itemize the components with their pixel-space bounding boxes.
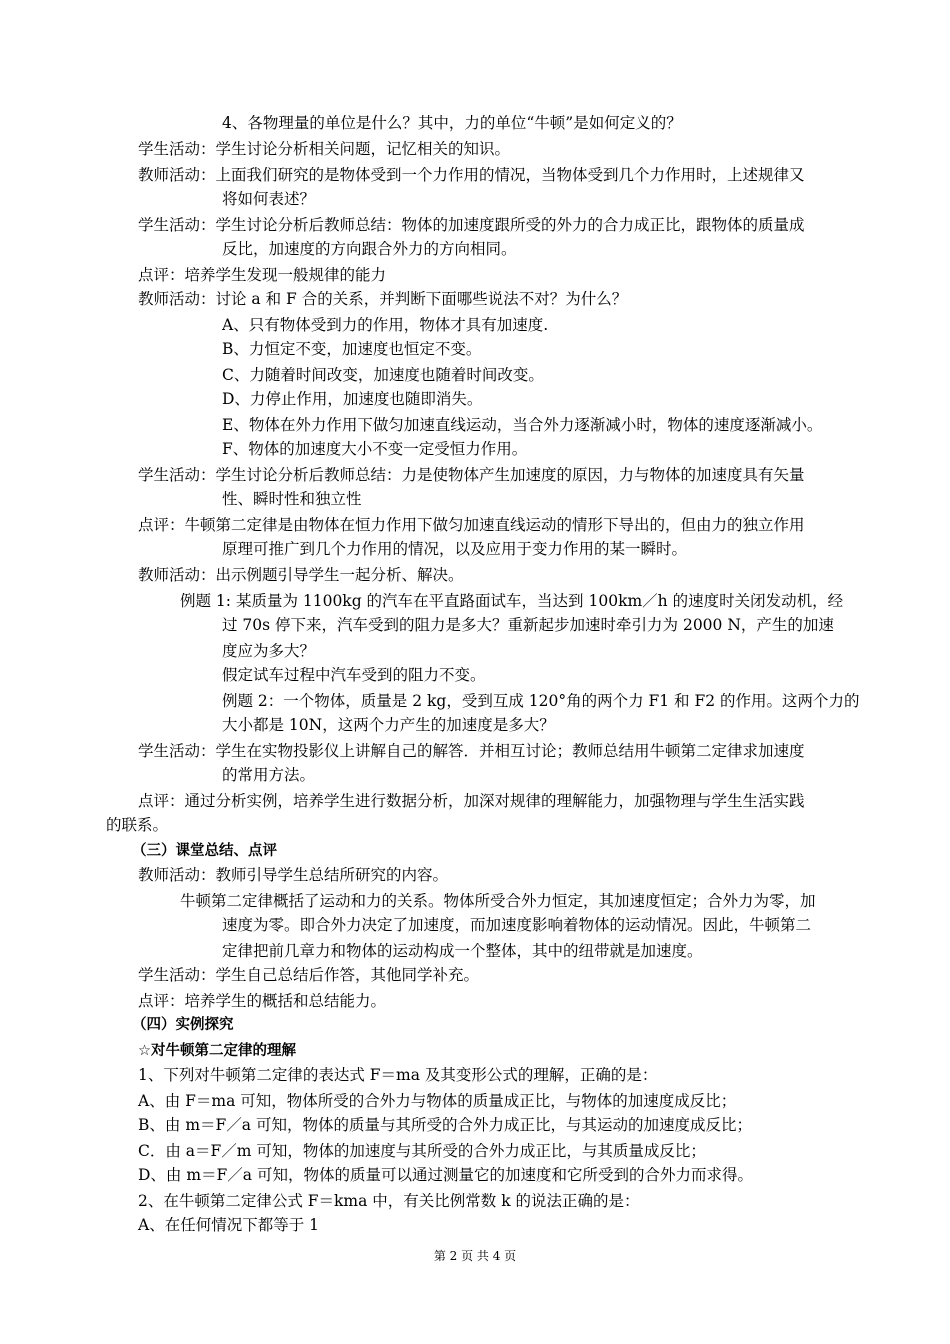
text-line: 度应为多大？ — [222, 642, 316, 660]
text-line: 教师活动：上面我们研究的是物体受到一个力作用的情况，当物体受到几个力作用时，上述规律又 — [138, 166, 805, 184]
text-line: 教师活动：出示例题引导学生一起分析、解决。 — [138, 566, 464, 584]
text-line: 将如何表述？ — [222, 190, 316, 208]
text-line: F、物体的加速度大小不变一定受恒力作用。 — [222, 440, 528, 458]
text-line: 例题 1: 某质量为 1100kg 的汽车在平直路面试车，当达到 100km／h 的速度时关闭发动机，经 — [180, 592, 844, 610]
text-line: 教师活动：讨论 a 和 F 合的关系，并判断下面哪些说法不对？为什么？ — [138, 290, 628, 308]
text-line: 点评：培养学生的概括和总结能力。 — [138, 992, 387, 1010]
text-line: 性、瞬时性和独立性 — [222, 490, 362, 508]
text-line: 点评：通过分析实例，培养学生进行数据分析，加深对规律的理解能力，加强物理与学生生活实践 — [138, 792, 805, 810]
text-line: A、在任何情况下都等于 1 — [138, 1216, 319, 1234]
text-line: 点评：牛顿第二定律是由物体在恒力作用下做匀加速直线运动的情形下导出的，但由力的独立作用 — [138, 516, 805, 534]
text-line: 1、下列对牛顿第二定律的表达式 F＝ma 及其变形公式的理解，正确的是： — [138, 1066, 658, 1084]
text-line: D、由 m＝F／a 可知，物体的质量可以通过测量它的加速度和它所受到的合外力而求得。 — [138, 1166, 753, 1184]
text-line: 牛顿第二定律概括了运动和力的关系。物体所受合外力恒定，其加速度恒定；合外力为零，加 — [180, 892, 816, 910]
text-line: 学生活动：学生讨论分析相关问题，记忆相关的知识。 — [138, 140, 511, 158]
text-line: B、力恒定不变，加速度也恒定不变。 — [222, 340, 482, 358]
text-line: 原理可推广到几个力作用的情况，以及应用于变力作用的某一瞬时。 — [222, 540, 688, 558]
text-line: 例题 2：一个物体，质量是 2 kg，受到互成 120°角的两个力 F1 和 F2 的作用。这两个力的 — [222, 692, 860, 710]
text-line: B、由 m＝F／a 可知，物体的质量与其所受的合外力成正比，与其运动的加速度成反比； — [138, 1116, 752, 1134]
text-line: 定律把前几章力和物体的运动构成一个整体，其中的纽带就是加速度。 — [222, 942, 703, 960]
text-line: 教师活动：教师引导学生总结所研究的内容。 — [138, 866, 449, 884]
text-line: E、物体在外力作用下做匀加速直线运动，当合外力逐渐减小时，物体的速度逐渐减小。 — [222, 416, 823, 434]
text-line: 反比，加速度的方向跟合外力的方向相同。 — [222, 240, 517, 258]
text-line: （三）课堂总结、点评 — [132, 843, 277, 859]
text-line: D、力停止作用，加速度也随即消失。 — [222, 390, 483, 408]
text-line: 2、在牛顿第二定律公式 F＝kma 中，有关比例常数 k 的说法正确的是： — [138, 1192, 640, 1210]
text-line: （四）实例探究 — [132, 1017, 234, 1033]
text-line: ☆对牛顿第二定律的理解 — [138, 1043, 296, 1059]
text-line: 的常用方法。 — [222, 766, 316, 784]
text-line: 学生活动：学生在实物投影仪上讲解自己的解答．并相互讨论；教师总结用牛顿第二定律求加速度 — [138, 742, 805, 760]
text-line: 学生活动：学生自己总结后作答，其他同学补充。 — [138, 966, 480, 984]
text-line: 过 70s 停下来，汽车受到的阻力是多大？重新起步加速时牵引力为 2000 N，产生的加速 — [222, 616, 834, 634]
text-line: C．由 a＝F／m 可知，物体的加速度与其所受的合外力成正比，与其质量成反比； — [138, 1142, 706, 1160]
text-line: A、只有物体受到力的作用，物体才具有加速度. — [222, 316, 549, 334]
text-line: 大小都是 10N，这两个力产生的加速度是多大？ — [222, 716, 555, 734]
text-line: 速度为零。即合外力决定了加速度，而加速度影响着物体的运动情况。因此，牛顿第二 — [222, 916, 812, 934]
text-line: 假定试车过程中汽车受到的阻力不变。 — [222, 666, 486, 684]
text-line: 学生活动：学生讨论分析后教师总结：物体的加速度跟所受的外力的合力成正比，跟物体的质量成 — [138, 216, 805, 234]
text-line: C、力随着时间改变，加速度也随着时间改变。 — [222, 366, 544, 384]
text-line: 点评：培养学生发现一般规律的能力 — [138, 266, 387, 284]
text-line: 学生活动：学生讨论分析后教师总结：力是使物体产生加速度的原因，力与物体的加速度具有矢量 — [138, 466, 805, 484]
text-line: 4、各物理量的单位是什么？其中，力的单位“牛顿”是如何定义的？ — [222, 114, 682, 132]
text-line: 的联系。 — [106, 816, 169, 834]
page-footer: 第 2 页 共 4 页 — [433, 1249, 517, 1263]
text-line: A、由 F＝ma 可知，物体所受的合外力与物体的质量成正比，与物体的加速度成反比； — [138, 1092, 737, 1110]
